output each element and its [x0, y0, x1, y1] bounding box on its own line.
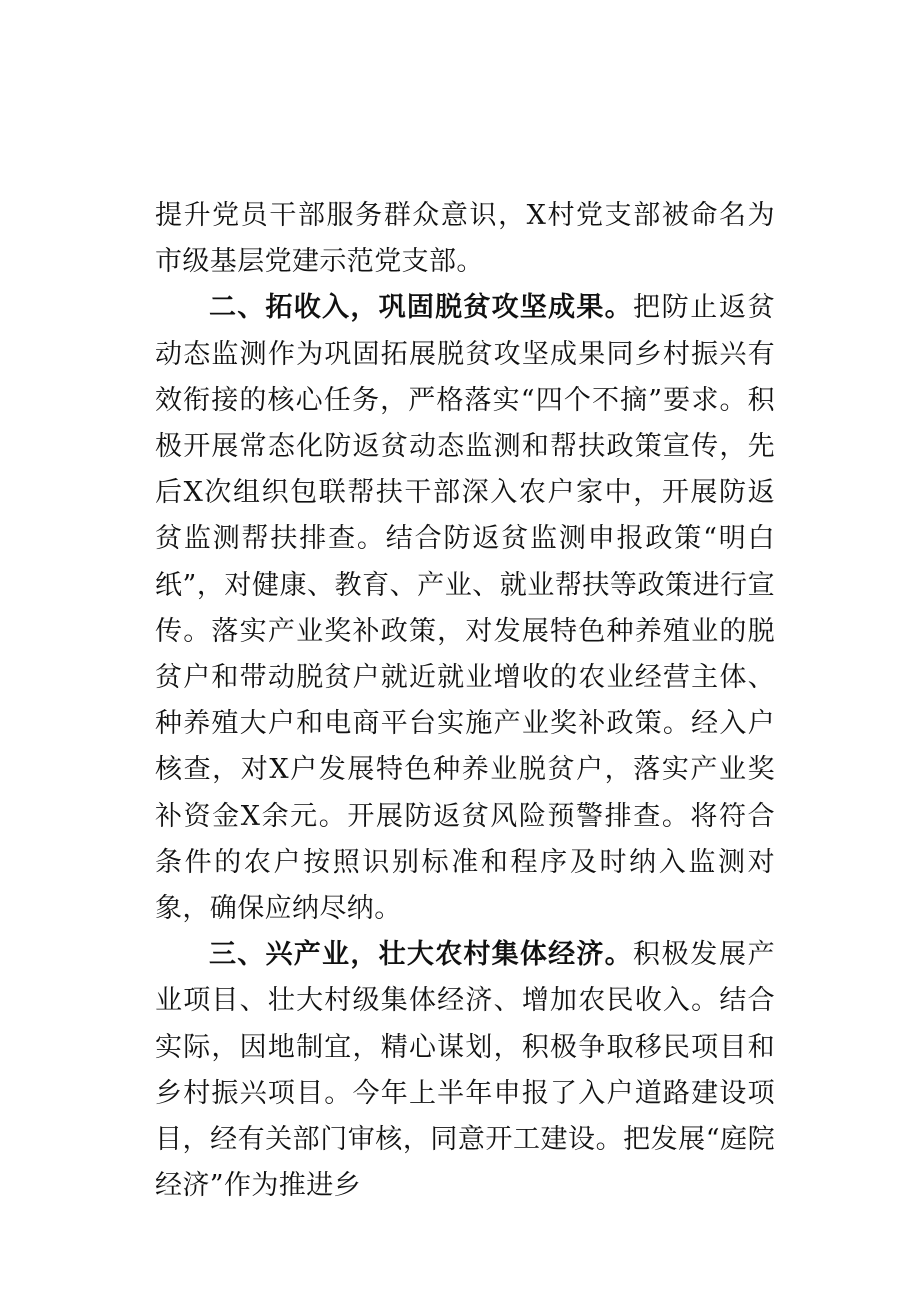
section-heading-two: 二、拓收入，巩固脱贫攻坚成果。 — [209, 292, 633, 324]
paragraph-text: 积极发展产业项目、壮大村级集体经济、增加农民收入。结合实际，因地制宜，精心谋划，积极争取移民项目和乡村振兴项目。今年上半年申报了入户道路建设项目，经有关部门审核，同意开工建设。把发展“庭院经济”作为推进乡 — [155, 939, 776, 1202]
document-body — [155, 193, 775, 1209]
paragraph-party-building — [155, 193, 775, 285]
section-heading-three: 三、兴产业，壮大农村集体经济。 — [209, 939, 633, 971]
paragraph-poverty-consolidation — [155, 285, 775, 932]
paragraph-text: 把防止返贫动态监测作为巩固拓展脱贫攻坚成果同乡村振兴有效衔接的核心任务，严格落实“四个不摘”要求。积极开展常态化防返贫动态监测和帮扶政策宣传，先后X次组织包联帮扶干部深入农户家中，开展防返贫监测帮扶排查。结合防返贫监测申报政策“明白纸”，对健康、教育、产业、就业帮扶等政策进行宣传。落实产业奖补政策，对发展特色种养殖业的脱贫户和带动脱贫户就近就业增收的农业经营主体、种养殖大户和电商平台实施产业奖补政策。经入户核查，对X户发展特色种养业脱贫户，落实产业奖补资金X余元。开展防返贫风险预警排查。将符合条件的农户按照识别标准和程序及时纳入监测对象，确保应纳尽纳。 — [155, 292, 776, 925]
paragraph-text: 提升党员干部服务群众意识，X村党支部被命名为市级基层党建示范党支部。 — [155, 200, 775, 278]
paragraph-industry-development — [155, 932, 775, 1209]
